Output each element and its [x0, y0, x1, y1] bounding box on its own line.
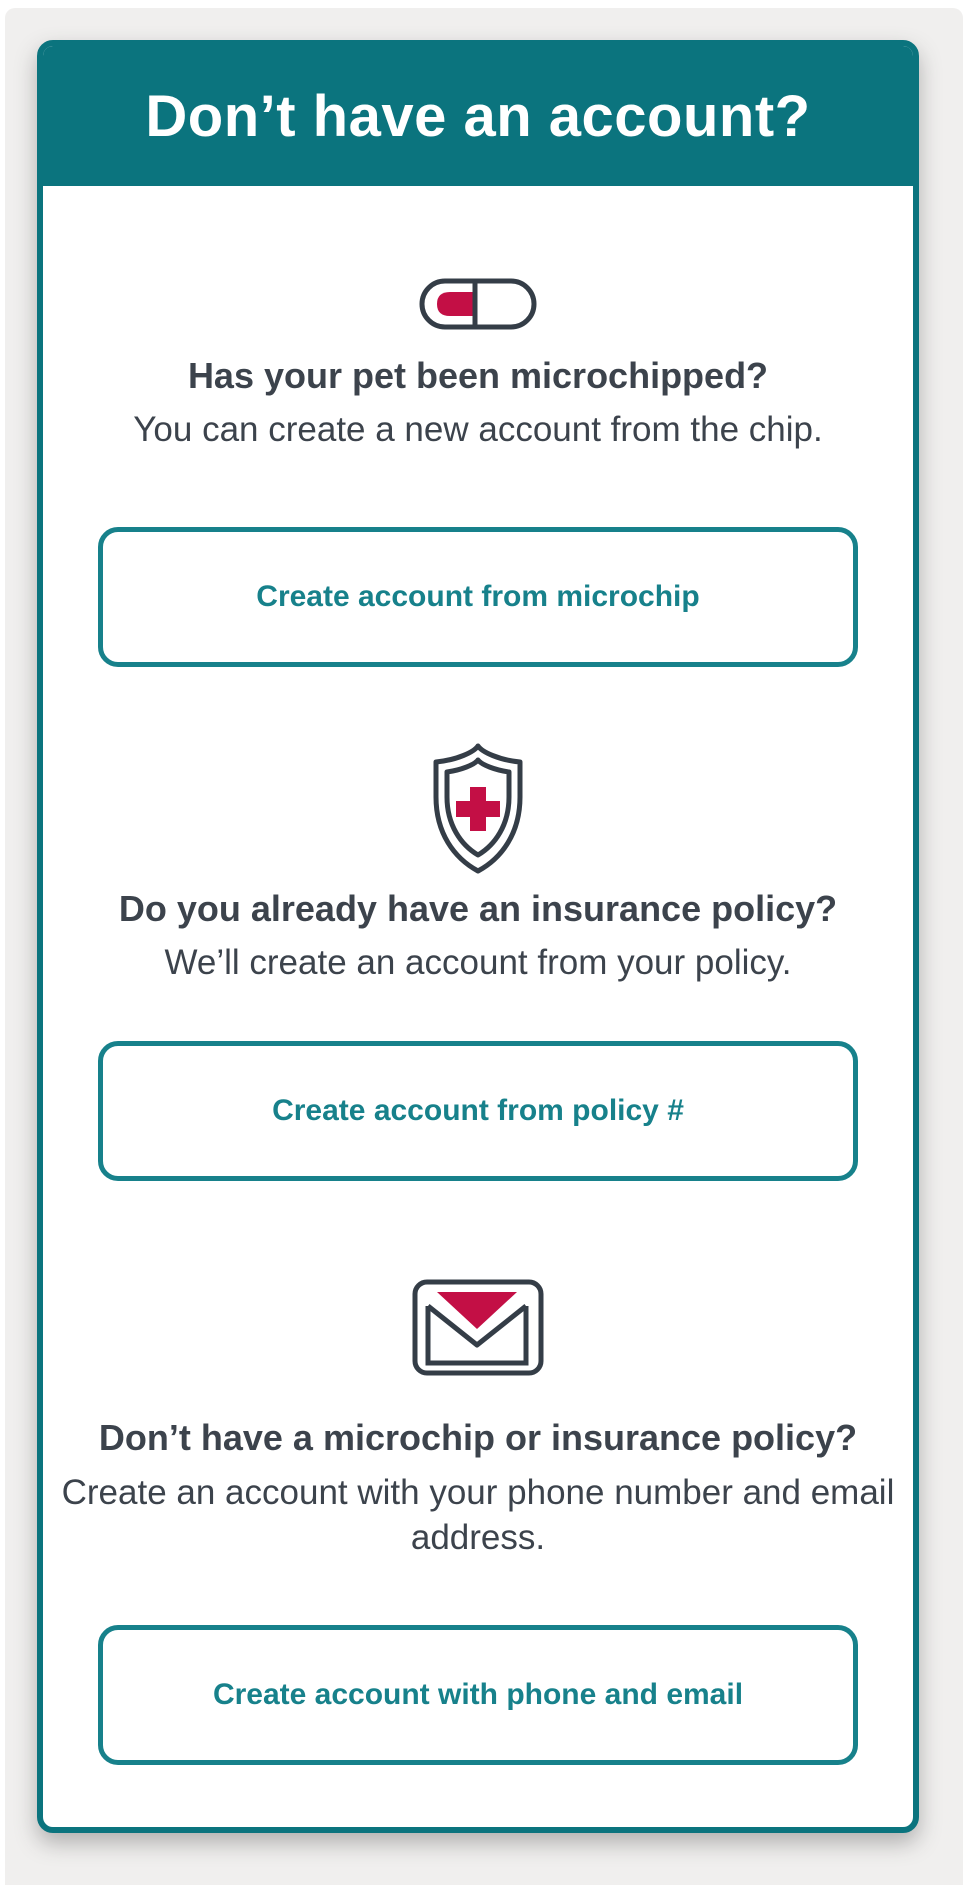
- microchip-option-section: [43, 186, 913, 667]
- dont-have-account-card: [37, 40, 919, 1833]
- insurance-question: Do you already have an insurance policy?: [118, 887, 838, 929]
- insurance-description: We’ll create an account from your policy.: [164, 942, 792, 982]
- create-account-with-phone-email-button[interactable]: Create account with phone and email: [98, 1625, 858, 1765]
- microchip-question: Has your pet been microchipped?: [187, 355, 769, 396]
- signup-panel: [5, 8, 963, 1885]
- email-envelope-icon: [412, 1279, 544, 1376]
- phone-email-question: Don’t have a microchip or insurance policy?: [98, 1417, 858, 1459]
- card-body: [43, 186, 913, 1765]
- card-title: Don’t have an account?: [145, 83, 811, 149]
- insurance-shield-icon: [424, 741, 532, 875]
- phone-email-option-section: [43, 1181, 913, 1764]
- create-account-from-policy-button[interactable]: Create account from policy #: [98, 1041, 858, 1181]
- create-account-from-microchip-button[interactable]: Create account from microchip: [98, 527, 858, 667]
- microchip-pill-icon: [419, 278, 537, 330]
- phone-email-description: Create an account with your phone number and email address.: [61, 1472, 895, 1558]
- insurance-policy-option-section: [43, 667, 913, 1182]
- card-header: [43, 46, 913, 186]
- microchip-description: You can create a new account from the chip.: [133, 410, 823, 450]
